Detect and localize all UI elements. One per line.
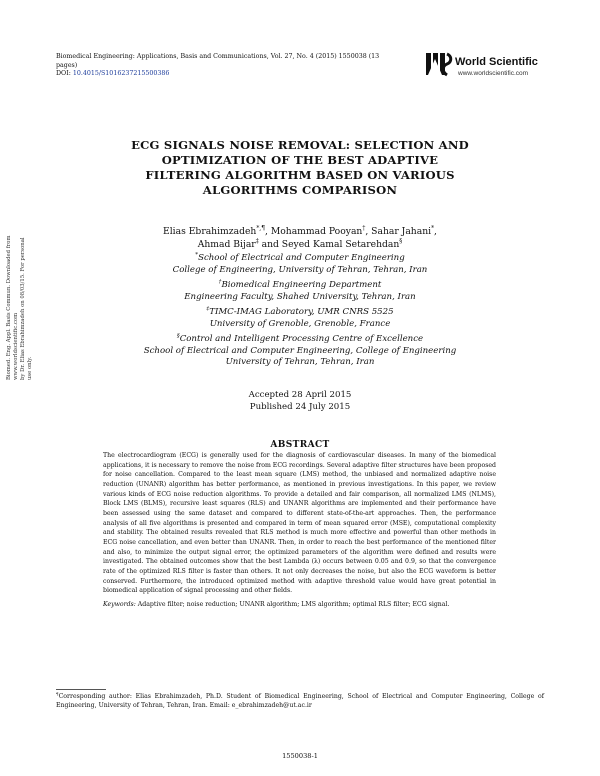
doi-link[interactable]: 10.4015/S1016237215500386 — [72, 70, 170, 78]
keywords-text: Adaptive filter; noise reduction; UNANR algorithm; LMS algorithm; optimal RLS filter; ECG signal. — [135, 601, 450, 608]
lambda-symbol: λ — [314, 558, 318, 566]
footnote-mark: ¶ — [56, 690, 59, 696]
publisher-logo[interactable] — [425, 50, 555, 82]
affiliation-line: University of Grenoble, Grenoble, France — [209, 318, 391, 329]
published-date: Published 24 July 2015 — [249, 401, 351, 412]
logo-url[interactable]: www.worldscientific.com — [458, 70, 529, 77]
author-list — [80, 225, 520, 251]
author-name: , Sahar Jahani — [365, 226, 432, 237]
accepted-date: Accepted 28 April 2015 — [248, 390, 352, 400]
affiliations — [80, 253, 520, 369]
abstract-text: The electrocardiogram (ECG) is generally used for the diagnosis of cardiovascular diseases. In many of the biomedical applications, it is necessary to remove the noise from ECG recordings. Several adaptive filter structures have been proposed for noise cancellation. Compared to the least mean square (LMS) method, the unbiased and normalized adaptive noise reduction (UNANR) algorithm has better performance, as mentioned in previous investigations. In this paper, we review various kinds of ECG noise reduction algorithms. To provide a detailed and fair comparison, all normalized LMS (NLMS), Block LMS (BLMS), recursive least squares (RLS) and UNANR algorithms are implemented and their performance have been assessed using the same dataset and compared to different state-of-the-art approaches. Then, the performance analysis of all five algorithms is presented and compared in term of mean squared error (MSE), computational complexity and stability. The obtained results revealed that RLS method is much more effective and powerful than other methods in ECG noise cancellation, and even better than UNANR. Then, in order to reach the best performance of the mentioned filter and also, to minimize the output signal error, the optimized parameters of the algorithm were defined and results were investigated. The obtained outcomes show that the best Lambda ( — [103, 452, 496, 566]
author-mark: *,¶ — [256, 224, 265, 232]
affiliation-line: College of Engineering, University of Tehran, Tehran, Iran — [172, 264, 428, 275]
affiliation-line: Control and Intelligent Processing Centre of Excellence — [179, 334, 424, 344]
publication-dates — [80, 390, 520, 413]
abstract-text: ) occurs between 0.05 and 0.9, so that the convergence rate of the optimized RLS filter is faster than others. It not only decreases the noise, but also the ECG waveform is better conserved. Furthermore, the introduced optimized method with adaptive threshold value would have great potential in biomedical application of signal processing and other fields. — [103, 558, 496, 595]
affiliation-line: School of Electrical and Computer Engineering — [198, 253, 405, 263]
footnote-divider — [56, 689, 106, 690]
doi-prefix: DOI: — [56, 70, 73, 78]
title-line: FILTERING ALGORITHM BASED ON VARIOUS — [145, 168, 455, 182]
keywords-label: Keywords: — [103, 601, 136, 608]
author-mark: § — [399, 237, 403, 245]
author-name: Elias Ebrahimzadeh — [163, 226, 257, 237]
journal-citation: Biomedical Engineering: Applications, Basis and Communications, Vol. 27, No. 4 (2015) 1550038 (13 pages) — [56, 53, 380, 69]
footnote-text: Corresponding author: Elias Ebrahimzadeh, Ph.D. Student of Biomedical Engineering, School of Electrical and Computer Engineering, College of Engineering, University of Tehran, Tehran, Iran. Email: e_ebrahimzadeh@ut.ac.ir — [56, 693, 544, 709]
affiliation-line: University of Tehran, Tehran, Iran — [225, 357, 375, 367]
affiliation-mark: * — [195, 252, 199, 259]
author-separator: , — [434, 226, 437, 237]
title-line: ALGORITHMS COMPARISON — [202, 183, 398, 197]
journal-header — [56, 53, 396, 79]
keywords — [103, 600, 496, 609]
affiliation-mark: § — [176, 333, 180, 340]
paper-title — [80, 138, 520, 198]
author-mark: † — [362, 224, 366, 232]
affiliation-line: Biomedical Engineering Department — [221, 280, 382, 290]
abstract-heading: ABSTRACT — [270, 440, 330, 450]
world-scientific-logo-icon — [425, 50, 453, 78]
author-name: and Seyed Kamal Setarehdan — [258, 239, 400, 250]
logo-title: World Scientific — [455, 56, 538, 68]
download-notice-line1: Biomed. Eng. Appl. Basis Commun. Downloaded from www.worldscientific.com — [6, 235, 19, 380]
page-number: 1550038-1 — [282, 752, 318, 760]
author-name: , Mohammad Pooyan — [265, 226, 363, 237]
download-notice-line2: by Dr. Elias Ebrahimzadeh on 08/03/15. For personal use only. — [20, 237, 33, 380]
affiliation-line: TIMC-IMAG Laboratory, UMR CNRS 5525 — [209, 307, 394, 317]
title-line: OPTIMIZATION OF THE BEST ADAPTIVE — [161, 153, 439, 167]
corresponding-author-footnote — [56, 692, 544, 710]
download-notice — [2, 230, 33, 380]
doi-line — [56, 70, 396, 79]
affiliation-mark: † — [218, 279, 222, 286]
author-mark: * — [431, 224, 435, 232]
author-mark: ‡ — [255, 237, 259, 245]
affiliation-line: Engineering Faculty, Shahed University, Tehran, Iran — [184, 291, 416, 302]
affiliation-line: School of Electrical and Computer Engineering, College of Engineering — [143, 345, 457, 356]
author-name: Ahmad Bijar — [197, 239, 256, 250]
title-line: ECG SIGNALS NOISE REMOVAL: SELECTION AND — [131, 138, 469, 152]
abstract-body — [103, 451, 496, 596]
affiliation-mark: ‡ — [206, 306, 210, 313]
